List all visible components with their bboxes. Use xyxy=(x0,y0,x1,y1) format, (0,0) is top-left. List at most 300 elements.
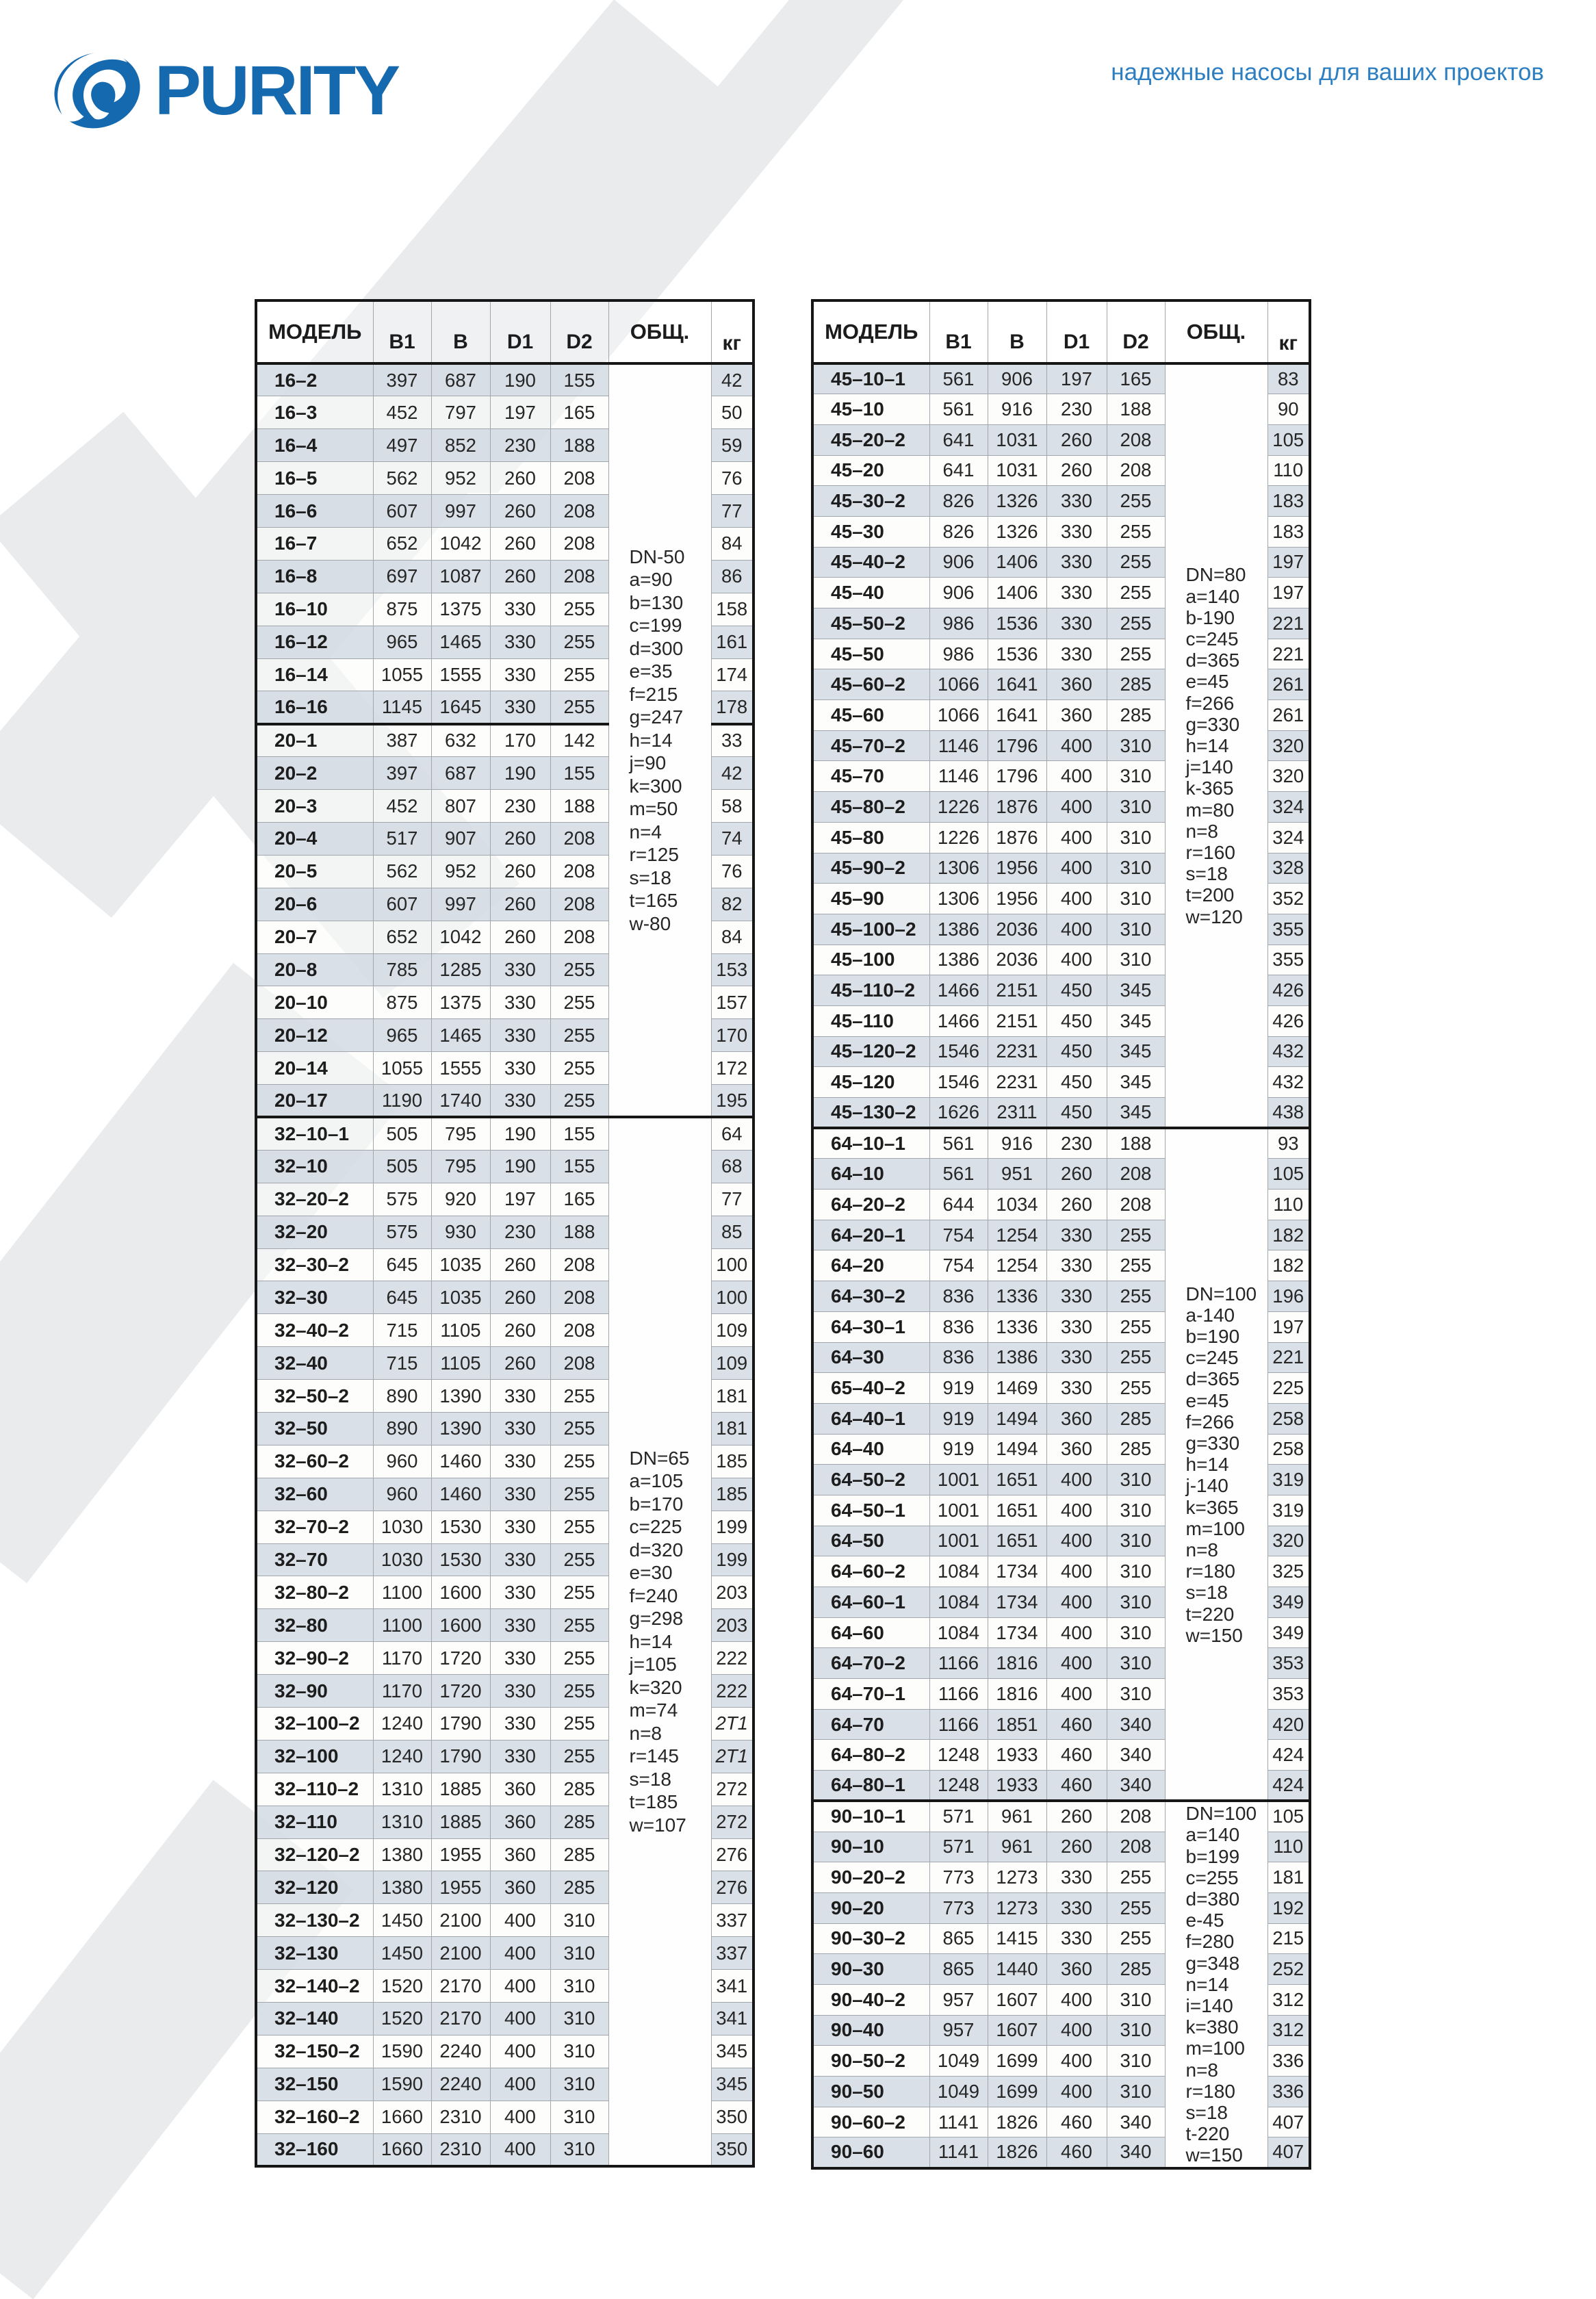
value-cell-b1: 906 xyxy=(929,547,988,578)
spec-line: j-140 xyxy=(1185,1475,1228,1497)
model-cell: 20–4 xyxy=(256,822,373,855)
model-cell: 90–10 xyxy=(812,1832,929,1862)
model-cell: 32–70–2 xyxy=(256,1511,373,1543)
value-cell-d2: 340 xyxy=(1107,1771,1165,1801)
spec-cell xyxy=(608,363,711,1117)
value-cell-d2: 208 xyxy=(550,560,608,593)
value-cell-b: 1326 xyxy=(988,486,1046,517)
value-cell-d2: 255 xyxy=(550,593,608,626)
value-cell-d2: 310 xyxy=(1107,730,1165,761)
kg-cell: 197 xyxy=(1267,578,1310,608)
spec-line: s=18 xyxy=(629,1768,671,1790)
value-cell-d1: 330 xyxy=(490,1708,550,1741)
kg-cell: 222 xyxy=(711,1642,754,1675)
value-cell-d2: 285 xyxy=(550,1806,608,1838)
value-cell-b: 1105 xyxy=(431,1347,490,1380)
spec-line: a=90 xyxy=(629,569,673,591)
spec-line: b-190 xyxy=(1185,606,1235,628)
spec-line: c=245 xyxy=(1185,628,1239,650)
value-cell-b1: 575 xyxy=(373,1216,431,1248)
spec-line: n=8 xyxy=(1185,1539,1218,1561)
value-cell-d1: 260 xyxy=(490,822,550,855)
value-cell-d1: 400 xyxy=(490,1937,550,1970)
value-cell-d1: 400 xyxy=(490,1904,550,1937)
spec-line: f=280 xyxy=(1185,1931,1235,1953)
kg-cell: 319 xyxy=(1267,1465,1310,1495)
kg-cell: 426 xyxy=(1267,1005,1310,1036)
spec-line: f=240 xyxy=(629,1584,678,1606)
value-cell-b: 1035 xyxy=(431,1281,490,1314)
kg-cell: 185 xyxy=(711,1445,754,1478)
value-cell-d1: 330 xyxy=(1046,639,1107,669)
value-cell-b: 1254 xyxy=(988,1220,1046,1250)
value-cell-d1: 400 xyxy=(1046,1617,1107,1648)
kg-cell: 85 xyxy=(711,1216,754,1248)
model-cell: 32–100 xyxy=(256,1740,373,1773)
model-cell: 45–120–2 xyxy=(812,1036,929,1067)
spec-line: a-140 xyxy=(1185,1304,1235,1326)
model-cell: 32–20–2 xyxy=(256,1183,373,1216)
value-cell-d2: 310 xyxy=(550,1970,608,2003)
kg-cell: 272 xyxy=(711,1806,754,1838)
value-cell-b1: 1660 xyxy=(373,2101,431,2133)
value-cell-d1: 330 xyxy=(490,986,550,1019)
model-cell: 45–60–2 xyxy=(812,669,929,700)
dimensions-table-left xyxy=(255,299,755,2168)
value-cell-d2: 345 xyxy=(1107,1036,1165,1067)
spec-line: d=300 xyxy=(629,637,684,659)
col-header-model: МОДЕЛЬ xyxy=(812,300,929,363)
value-cell-d1: 330 xyxy=(1046,486,1107,517)
kg-cell: 182 xyxy=(1267,1220,1310,1250)
model-cell: 90–50–2 xyxy=(812,2046,929,2077)
value-cell-b: 1790 xyxy=(431,1740,490,1773)
model-cell: 64–60 xyxy=(812,1617,929,1648)
kg-cell: 345 xyxy=(711,2035,754,2068)
model-cell: 45–130–2 xyxy=(812,1098,929,1129)
kg-cell: 170 xyxy=(711,1019,754,1052)
model-cell: 90–30 xyxy=(812,1954,929,1985)
value-cell-d2: 310 xyxy=(1107,884,1165,914)
value-cell-d2: 285 xyxy=(550,1838,608,1871)
col-header-d1: D1 xyxy=(1046,300,1107,363)
value-cell-b: 1087 xyxy=(431,560,490,593)
value-cell-d2: 208 xyxy=(1107,1159,1165,1190)
value-cell-b: 1386 xyxy=(988,1342,1046,1373)
model-cell: 32–30 xyxy=(256,1281,373,1314)
value-cell-d2: 255 xyxy=(550,953,608,986)
value-cell-d2: 188 xyxy=(550,1216,608,1248)
value-cell-d1: 330 xyxy=(490,1478,550,1511)
value-cell-d2: 310 xyxy=(1107,1648,1165,1679)
model-cell: 64–50–2 xyxy=(812,1465,929,1495)
value-cell-d2: 255 xyxy=(1107,608,1165,639)
table-row xyxy=(812,1801,1310,1832)
value-cell-b: 907 xyxy=(431,822,490,855)
value-cell-d1: 330 xyxy=(490,1413,550,1446)
value-cell-b1: 875 xyxy=(373,593,431,626)
value-cell-b1: 826 xyxy=(929,516,988,547)
value-cell-d1: 460 xyxy=(1046,2107,1107,2137)
spec-line: s=18 xyxy=(1185,1582,1228,1604)
value-cell-d2: 208 xyxy=(550,1347,608,1380)
value-cell-b: 1885 xyxy=(431,1806,490,1838)
purity-logo xyxy=(45,36,398,145)
value-cell-d2: 208 xyxy=(1107,1832,1165,1862)
value-cell-b1: 957 xyxy=(929,1984,988,2015)
model-cell: 90–60 xyxy=(812,2137,929,2168)
value-cell-b1: 641 xyxy=(929,455,988,486)
value-cell-b1: 1226 xyxy=(929,822,988,853)
value-cell-d1: 330 xyxy=(490,1511,550,1543)
value-cell-b: 2310 xyxy=(431,2101,490,2133)
value-cell-d2: 255 xyxy=(1107,1220,1165,1250)
value-cell-b: 1465 xyxy=(431,1019,490,1052)
value-cell-b1: 1084 xyxy=(929,1617,988,1648)
model-cell: 64–60–2 xyxy=(812,1556,929,1587)
value-cell-b: 2310 xyxy=(431,2133,490,2166)
value-cell-b1: 986 xyxy=(929,639,988,669)
value-cell-d1: 330 xyxy=(1046,1342,1107,1373)
spec-line: i=140 xyxy=(1185,1995,1233,2017)
value-cell-d1: 400 xyxy=(1046,1984,1107,2015)
value-cell-b: 1826 xyxy=(988,2137,1046,2168)
spec-line: h=14 xyxy=(1185,734,1229,756)
kg-cell: 2T1 xyxy=(711,1708,754,1741)
kg-cell: 178 xyxy=(711,691,754,724)
value-cell-d2: 208 xyxy=(550,527,608,560)
value-cell-d2: 310 xyxy=(1107,1587,1165,1618)
value-cell-d2: 310 xyxy=(550,1937,608,1970)
col-header-kg: кг xyxy=(1267,300,1310,363)
value-cell-d1: 400 xyxy=(1046,884,1107,914)
value-cell-b1: 1590 xyxy=(373,2068,431,2101)
value-cell-d2: 155 xyxy=(550,1117,608,1150)
dimensions-table-right xyxy=(811,299,1311,2170)
value-cell-d1: 400 xyxy=(490,1970,550,2003)
spec-line: DN=100 xyxy=(1185,1803,1257,1825)
value-cell-b: 1035 xyxy=(431,1248,490,1281)
value-cell-d2: 310 xyxy=(1107,1495,1165,1526)
value-cell-b: 1375 xyxy=(431,986,490,1019)
value-cell-b: 997 xyxy=(431,888,490,921)
value-cell-b1: 397 xyxy=(373,757,431,790)
value-cell-d1: 400 xyxy=(490,2101,550,2133)
value-cell-b1: 960 xyxy=(373,1478,431,1511)
value-cell-d2: 208 xyxy=(550,855,608,888)
kg-cell: 407 xyxy=(1267,2137,1310,2168)
spec-line: d=365 xyxy=(1185,1368,1240,1390)
kg-cell: 83 xyxy=(1267,363,1310,394)
value-cell-d1: 400 xyxy=(1046,822,1107,853)
value-cell-b1: 986 xyxy=(929,608,988,639)
spec-line: m=100 xyxy=(1185,2038,1245,2059)
col-header-d2: D2 xyxy=(550,300,608,363)
spec-line: w-80 xyxy=(629,912,671,934)
kg-cell: 33 xyxy=(711,724,754,757)
kg-cell: 84 xyxy=(711,527,754,560)
col-header-d1: D1 xyxy=(490,300,550,363)
model-cell: 32–130–2 xyxy=(256,1904,373,1937)
value-cell-d2: 310 xyxy=(550,2133,608,2166)
spec-line: d=320 xyxy=(629,1539,684,1561)
model-cell: 90–50 xyxy=(812,2077,929,2107)
spec-line: m=74 xyxy=(629,1699,678,1721)
value-cell-d1: 400 xyxy=(1046,914,1107,945)
value-cell-d1: 360 xyxy=(490,1806,550,1838)
value-cell-d2: 208 xyxy=(1107,424,1165,455)
value-cell-d1: 330 xyxy=(490,1642,550,1675)
value-cell-d1: 260 xyxy=(490,1347,550,1380)
value-cell-d1: 197 xyxy=(490,1183,550,1216)
value-cell-b: 951 xyxy=(988,1159,1046,1190)
spec-line: w=150 xyxy=(1185,1624,1243,1646)
value-cell-d2: 255 xyxy=(1107,639,1165,669)
value-cell-b1: 836 xyxy=(929,1281,988,1312)
value-cell-d1: 330 xyxy=(1046,1923,1107,1954)
model-cell: 16–8 xyxy=(256,560,373,593)
value-cell-d1: 330 xyxy=(490,1085,550,1118)
kg-cell: 196 xyxy=(1267,1281,1310,1312)
value-cell-b: 961 xyxy=(988,1832,1046,1862)
model-cell: 90–40 xyxy=(812,2015,929,2046)
model-cell: 45–70 xyxy=(812,761,929,792)
spec-line: w=107 xyxy=(629,1814,686,1836)
value-cell-b1: 575 xyxy=(373,1183,431,1216)
kg-cell: 195 xyxy=(711,1085,754,1118)
value-cell-b: 1555 xyxy=(431,1052,490,1085)
kg-cell: 222 xyxy=(711,1675,754,1708)
value-cell-b: 2036 xyxy=(988,914,1046,945)
model-cell: 32–40–2 xyxy=(256,1314,373,1347)
value-cell-b1: 836 xyxy=(929,1311,988,1342)
kg-cell: 64 xyxy=(711,1117,754,1150)
value-cell-d1: 330 xyxy=(490,1675,550,1708)
value-cell-b1: 607 xyxy=(373,495,431,528)
kg-cell: 352 xyxy=(1267,884,1310,914)
value-cell-b1: 1030 xyxy=(373,1511,431,1543)
value-cell-b1: 965 xyxy=(373,626,431,658)
spec-line: r=180 xyxy=(1185,1561,1235,1582)
value-cell-b1: 890 xyxy=(373,1413,431,1446)
spec-line: a=140 xyxy=(1185,1824,1240,1846)
kg-cell: 221 xyxy=(1267,1342,1310,1373)
value-cell-d1: 330 xyxy=(1046,1220,1107,1250)
model-cell: 45–100–2 xyxy=(812,914,929,945)
kg-cell: 158 xyxy=(711,593,754,626)
col-header-kg: кг xyxy=(711,300,754,363)
value-cell-b: 1494 xyxy=(988,1403,1046,1434)
model-cell: 32–20 xyxy=(256,1216,373,1248)
spec-line: b=170 xyxy=(629,1493,684,1515)
value-cell-d2: 255 xyxy=(1107,1250,1165,1281)
spec-line: t-220 xyxy=(1185,2123,1230,2145)
spec-line: DN=80 xyxy=(1185,564,1246,586)
spec-line: j=140 xyxy=(1185,756,1233,778)
value-cell-d2: 345 xyxy=(1107,975,1165,1006)
value-cell-b1: 1170 xyxy=(373,1642,431,1675)
value-cell-d2: 255 xyxy=(550,626,608,658)
value-cell-d1: 230 xyxy=(490,429,550,462)
spec-line: m=100 xyxy=(1185,1517,1245,1539)
kg-cell: 157 xyxy=(711,986,754,1019)
value-cell-b: 1406 xyxy=(988,547,1046,578)
value-cell-d1: 330 xyxy=(490,1543,550,1576)
kg-cell: 252 xyxy=(1267,1954,1310,1985)
model-cell: 32–10–1 xyxy=(256,1117,373,1150)
value-cell-b1: 1386 xyxy=(929,914,988,945)
spec-line: g=298 xyxy=(629,1608,684,1630)
value-cell-d1: 190 xyxy=(490,757,550,790)
value-cell-b: 2151 xyxy=(988,1005,1046,1036)
value-cell-d2: 255 xyxy=(550,1085,608,1118)
value-cell-b: 1254 xyxy=(988,1250,1046,1281)
value-cell-d1: 260 xyxy=(1046,1159,1107,1190)
value-cell-d2: 310 xyxy=(1107,761,1165,792)
value-cell-b1: 1001 xyxy=(929,1465,988,1495)
model-cell: 20–6 xyxy=(256,888,373,921)
value-cell-d1: 400 xyxy=(1046,945,1107,975)
value-cell-d1: 400 xyxy=(1046,792,1107,823)
spec-line: s=18 xyxy=(629,866,671,888)
value-cell-b1: 505 xyxy=(373,1117,431,1150)
spec-line: DN=65 xyxy=(629,1447,690,1469)
value-cell-d2: 255 xyxy=(1107,486,1165,517)
model-cell: 90–40–2 xyxy=(812,1984,929,2015)
value-cell-b: 1885 xyxy=(431,1773,490,1806)
model-cell: 16–5 xyxy=(256,462,373,495)
value-cell-b1: 397 xyxy=(373,363,431,396)
value-cell-b1: 562 xyxy=(373,855,431,888)
kg-cell: 336 xyxy=(1267,2077,1310,2107)
value-cell-b1: 754 xyxy=(929,1250,988,1281)
model-cell: 64–40–1 xyxy=(812,1403,929,1434)
value-cell-b1: 1170 xyxy=(373,1675,431,1708)
model-cell: 32–140 xyxy=(256,2003,373,2035)
value-cell-d2: 188 xyxy=(1107,1128,1165,1159)
kg-cell: 261 xyxy=(1267,669,1310,700)
model-cell: 32–80 xyxy=(256,1609,373,1642)
tagline: надежные насосы для ваших проектов xyxy=(1111,59,1544,86)
value-cell-d1: 330 xyxy=(490,593,550,626)
table-row xyxy=(812,1128,1310,1159)
model-cell: 45–20 xyxy=(812,455,929,486)
value-cell-b1: 645 xyxy=(373,1281,431,1314)
kg-cell: 215 xyxy=(1267,1923,1310,1954)
spec-line: h=14 xyxy=(629,1630,673,1652)
value-cell-b: 1607 xyxy=(988,2015,1046,2046)
value-cell-b: 1336 xyxy=(988,1281,1046,1312)
value-cell-b1: 1146 xyxy=(929,761,988,792)
value-cell-d1: 360 xyxy=(490,1871,550,1904)
value-cell-d2: 165 xyxy=(550,1183,608,1216)
value-cell-b: 1390 xyxy=(431,1413,490,1446)
value-cell-d2: 188 xyxy=(550,790,608,823)
kg-cell: 110 xyxy=(1267,1832,1310,1862)
kg-cell: 225 xyxy=(1267,1373,1310,1404)
model-cell: 32–120–2 xyxy=(256,1838,373,1871)
value-cell-b: 1336 xyxy=(988,1311,1046,1342)
value-cell-b: 1826 xyxy=(988,2107,1046,2137)
model-cell: 16–2 xyxy=(256,363,373,396)
value-cell-b: 797 xyxy=(431,396,490,429)
value-cell-d1: 460 xyxy=(1046,2137,1107,2168)
value-cell-b: 1796 xyxy=(988,761,1046,792)
value-cell-b: 1042 xyxy=(431,921,490,953)
kg-cell: 100 xyxy=(711,1248,754,1281)
kg-cell: 109 xyxy=(711,1314,754,1347)
model-cell: 45–50 xyxy=(812,639,929,669)
value-cell-b: 1651 xyxy=(988,1495,1046,1526)
kg-cell: 350 xyxy=(711,2101,754,2133)
kg-cell: 42 xyxy=(711,757,754,790)
kg-cell: 350 xyxy=(711,2133,754,2166)
kg-cell: 86 xyxy=(711,560,754,593)
value-cell-d2: 345 xyxy=(1107,1005,1165,1036)
kg-cell: 221 xyxy=(1267,608,1310,639)
value-cell-b: 1530 xyxy=(431,1511,490,1543)
spec-line: m=80 xyxy=(1185,799,1235,821)
model-cell: 90–20–2 xyxy=(812,1862,929,1893)
value-cell-d2: 208 xyxy=(550,921,608,953)
model-cell: 64–70–2 xyxy=(812,1648,929,1679)
spec-line: b=199 xyxy=(1185,1845,1240,1867)
model-cell: 32–110–2 xyxy=(256,1773,373,1806)
value-cell-b: 795 xyxy=(431,1150,490,1183)
col-header-obsh: ОБЩ. xyxy=(608,300,711,363)
value-cell-d2: 255 xyxy=(550,658,608,691)
value-cell-b1: 919 xyxy=(929,1434,988,1465)
value-cell-d2: 255 xyxy=(550,1413,608,1446)
value-cell-b: 1851 xyxy=(988,1709,1046,1740)
value-cell-b1: 919 xyxy=(929,1403,988,1434)
spec-line: w=150 xyxy=(1185,2144,1243,2166)
value-cell-b: 1440 xyxy=(988,1954,1046,1985)
value-cell-d1: 330 xyxy=(1046,1250,1107,1281)
value-cell-d1: 360 xyxy=(490,1773,550,1806)
value-cell-d1: 330 xyxy=(490,1740,550,1773)
value-cell-b: 1390 xyxy=(431,1380,490,1413)
value-cell-b: 2240 xyxy=(431,2035,490,2068)
value-cell-d1: 330 xyxy=(1046,578,1107,608)
model-cell: 16–6 xyxy=(256,495,373,528)
spec-line: r=145 xyxy=(629,1745,679,1767)
value-cell-d1: 330 xyxy=(1046,516,1107,547)
model-cell: 16–4 xyxy=(256,429,373,462)
value-cell-d1: 230 xyxy=(490,790,550,823)
value-cell-b1: 960 xyxy=(373,1445,431,1478)
value-cell-b1: 645 xyxy=(373,1248,431,1281)
spec-line: k=380 xyxy=(1185,2016,1239,2038)
kg-cell: 320 xyxy=(1267,761,1310,792)
kg-cell: 407 xyxy=(1267,2107,1310,2137)
value-cell-b1: 1084 xyxy=(929,1587,988,1618)
model-cell: 45–100 xyxy=(812,945,929,975)
kg-cell: 77 xyxy=(711,1183,754,1216)
spec-line: c=245 xyxy=(1185,1347,1239,1369)
value-cell-d2: 310 xyxy=(1107,1526,1165,1556)
value-cell-b1: 1166 xyxy=(929,1709,988,1740)
value-cell-b: 1816 xyxy=(988,1648,1046,1679)
kg-cell: 50 xyxy=(711,396,754,429)
kg-cell: 424 xyxy=(1267,1771,1310,1801)
model-cell: 90–20 xyxy=(812,1892,929,1923)
kg-cell: 183 xyxy=(1267,486,1310,517)
spec-line: s=18 xyxy=(1185,2102,1228,2124)
spec-line: g=330 xyxy=(1185,713,1240,735)
kg-cell: 181 xyxy=(711,1380,754,1413)
value-cell-b1: 785 xyxy=(373,953,431,986)
